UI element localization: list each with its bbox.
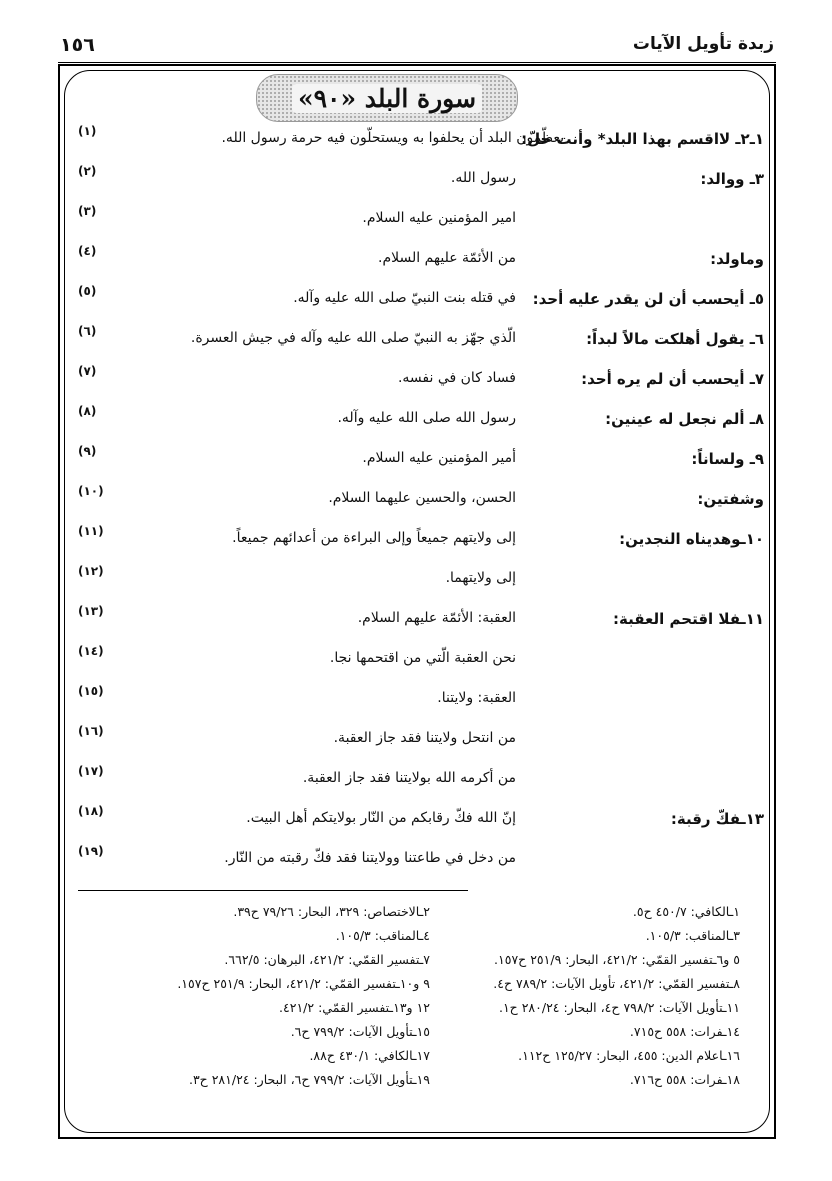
entry-row bbox=[60, 682, 774, 718]
footnote-row bbox=[80, 1048, 740, 1072]
interpretation-text: إنّ الله فكّ رقابكم من النّار بولايتكم أهل البيت. bbox=[246, 810, 516, 826]
interpretation-text: رسول الله. bbox=[450, 170, 516, 186]
entry-number: (١٣) bbox=[78, 604, 104, 618]
footnote-rule bbox=[78, 890, 468, 891]
entry-number: (٣) bbox=[78, 204, 97, 218]
entry-row bbox=[60, 562, 774, 598]
footnote: ٥ و٦ـتفسير القمّي: ٤٢١/٢، البحار: ٢٥١/٩ ح١٥٧. bbox=[494, 952, 740, 967]
entry-number: (٧) bbox=[78, 364, 97, 378]
entry-row bbox=[60, 202, 774, 238]
entry-row bbox=[60, 642, 774, 678]
interpretation-text: من الأئمّة عليهم السلام. bbox=[378, 250, 516, 266]
footnote-row bbox=[80, 1072, 740, 1096]
entry-number: (٢) bbox=[78, 164, 97, 178]
verse-label: وماولد: bbox=[710, 250, 764, 268]
footnote: ١٧ـالكافي: ٤٣٠/١ ح٨٨. bbox=[309, 1048, 430, 1063]
entry-row bbox=[60, 762, 774, 798]
entry-row bbox=[60, 162, 774, 198]
footnote-row bbox=[80, 976, 740, 1000]
interpretation-text: من دخل في طاعتنا وولايتنا فقد فكّ رقبته من النّار. bbox=[224, 850, 516, 866]
footnote: ١ـالكافي: ٤٥٠/٧ ح٥. bbox=[632, 904, 740, 919]
verse-label: ٧ـ أيحسب أن لم يره أحد: bbox=[581, 370, 764, 388]
running-head bbox=[58, 34, 776, 62]
footnotes bbox=[80, 904, 740, 1096]
footnote-row bbox=[80, 1000, 740, 1024]
footnote: ٧ـتفسير القمّي: ٤٢١/٢، البرهان: ٦٦٢/٥. bbox=[224, 952, 430, 967]
entry-row bbox=[60, 322, 774, 358]
entry-row bbox=[60, 362, 774, 398]
interpretation-text: أمير المؤمنين عليه السلام. bbox=[362, 450, 516, 466]
entry-number: (١٨) bbox=[78, 804, 104, 818]
interpretation-text: الّذي جهّز به النبيّ صلى الله عليه وآله في جيش العسرة. bbox=[190, 330, 516, 346]
footnote: ٢ـالاختصاص: ٣٢٩، البحار: ٧٩/٢٦ ح٣٩. bbox=[233, 904, 430, 919]
entry-number: (٥) bbox=[78, 284, 97, 298]
footnote: ٨ـتفسير القمّي: ٤٢١/٢، تأويل الآيات: ٧٨٩/٢ ح٤. bbox=[493, 976, 740, 991]
interpretation-text: يعظّمون البلد أن يحلفوا به ويستحلّون فيه حرمة رسول الله. bbox=[221, 130, 564, 146]
verse-label: ٣ـ ووالد: bbox=[700, 170, 764, 188]
footnote-row bbox=[80, 952, 740, 976]
interpretation-text: امير المؤمنين عليه السلام. bbox=[362, 210, 516, 226]
entry-row bbox=[60, 602, 774, 638]
page-frame bbox=[58, 64, 776, 1139]
footnote: ١٤ـفرات: ٥٥٨ ح٧١٥. bbox=[629, 1024, 740, 1039]
entry-number: (١٤) bbox=[78, 644, 104, 658]
entry-number: (١٢) bbox=[78, 564, 104, 578]
entry-row bbox=[60, 442, 774, 478]
entry-row bbox=[60, 802, 774, 838]
header-rule bbox=[58, 62, 776, 63]
footnote: ١٨ـفرات: ٥٥٨ ح٧١٦. bbox=[629, 1072, 740, 1087]
footnote: ١٦ـاعلام الدين: ٤٥٥، البحار: ١٢٥/٢٧ ح١١٢. bbox=[518, 1048, 740, 1063]
interpretation-text: من أكرمه الله بولايتنا فقد جاز العقبة. bbox=[302, 770, 516, 786]
page-number: ١٥٦ bbox=[60, 34, 95, 56]
interpretation-text: فساد كان في نفسه. bbox=[397, 370, 516, 386]
entry-row bbox=[60, 242, 774, 278]
book-title: زبدة تأويل الآيات bbox=[632, 34, 774, 54]
entry-number: (١١) bbox=[78, 524, 104, 538]
surah-title: سورة البلد «٩٠» bbox=[292, 84, 482, 113]
verse-label: ١٣ـفكّ رقبة: bbox=[670, 810, 764, 828]
entry-row bbox=[60, 722, 774, 758]
footnote: ٣ـالمناقب: ١٠٥/٣. bbox=[645, 928, 740, 943]
footnote: ١١ـتأويل الآيات: ٧٩٨/٢ ح٤، البحار: ٢٨٠/٢٤ ح١. bbox=[498, 1000, 740, 1015]
entry-number: (٩) bbox=[78, 444, 97, 458]
interpretation-text: نحن العقبة الّتي من اقتحمها نجا. bbox=[329, 650, 516, 666]
entry-number: (١٦) bbox=[78, 724, 104, 738]
entry-number: (١٠) bbox=[78, 484, 104, 498]
verse-label: وشفتين: bbox=[697, 490, 764, 508]
interpretation-text: إلى ولايتهما. bbox=[445, 570, 516, 586]
verse-label: ٩ـ ولساناً: bbox=[691, 450, 764, 468]
entry-number: (١٧) bbox=[78, 764, 104, 778]
footnote: ١٥ـتأويل الآيات: ٧٩٩/٢ ح٦. bbox=[290, 1024, 430, 1039]
footnote-row bbox=[80, 1024, 740, 1048]
footnote-row bbox=[80, 904, 740, 928]
interpretation-text: من انتحل ولايتنا فقد جاز العقبة. bbox=[333, 730, 516, 746]
interpretation-text: العقبة: الأئمّة عليهم السلام. bbox=[357, 610, 516, 626]
interpretation-text: الحسن، والحسين عليهما السلام. bbox=[328, 490, 516, 506]
verse-label: ٦ـ يقول أهلكت مالاً لبداً: bbox=[586, 330, 764, 348]
footnote-row bbox=[80, 928, 740, 952]
verse-label: ٨ـ ألم نجعل له عينين: bbox=[605, 410, 764, 428]
interpretation-text: العقبة: ولايتنا. bbox=[437, 690, 516, 706]
verse-label: ١١ـفلا اقتحم العقبة: bbox=[613, 610, 764, 628]
entry-row bbox=[60, 402, 774, 438]
entry-number: (١٥) bbox=[78, 684, 104, 698]
entry-number: (١) bbox=[78, 124, 97, 138]
interpretation-text: إلى ولايتهم جميعاً وإلى البراءة من أعدائهم جميعاً. bbox=[232, 530, 516, 546]
entry-row bbox=[60, 842, 774, 878]
surah-title-banner bbox=[256, 74, 518, 122]
entry-number: (٨) bbox=[78, 404, 97, 418]
footnote: ٤ـالمناقب: ١٠٥/٣. bbox=[335, 928, 430, 943]
verse-label: ١٠ـوهديناه النجدين: bbox=[619, 530, 764, 548]
verse-label: ٥ـ أيحسب أن لن يقدر عليه أحد: bbox=[532, 290, 764, 308]
entry-row bbox=[60, 122, 774, 158]
footnote: ١٩ـتأويل الآيات: ٧٩٩/٢ ح٦، البحار: ٢٨١/٢٤ ح٣. bbox=[188, 1072, 430, 1087]
interpretation-text: رسول الله صلى الله عليه وآله. bbox=[337, 410, 516, 426]
footnote: ١٢ و١٣ـتفسير القمّي: ٤٢١/٢. bbox=[279, 1000, 430, 1015]
verse-label: ١ـ٢ـ لااقسم بهذا البلد* وأنت حلّ: bbox=[521, 130, 764, 148]
entry-row bbox=[60, 522, 774, 558]
entry-number: (١٩) bbox=[78, 844, 104, 858]
entry-row bbox=[60, 282, 774, 318]
footnote: ٩ و١٠ـتفسير القمّي: ٤٢١/٢، البحار: ٢٥١/٩ ح١٥٧. bbox=[177, 976, 430, 991]
interpretation-text: في قتله بنت النبيّ صلى الله عليه وآله. bbox=[293, 290, 516, 306]
entry-number: (٤) bbox=[78, 244, 97, 258]
entry-number: (٦) bbox=[78, 324, 97, 338]
entry-row bbox=[60, 482, 774, 518]
